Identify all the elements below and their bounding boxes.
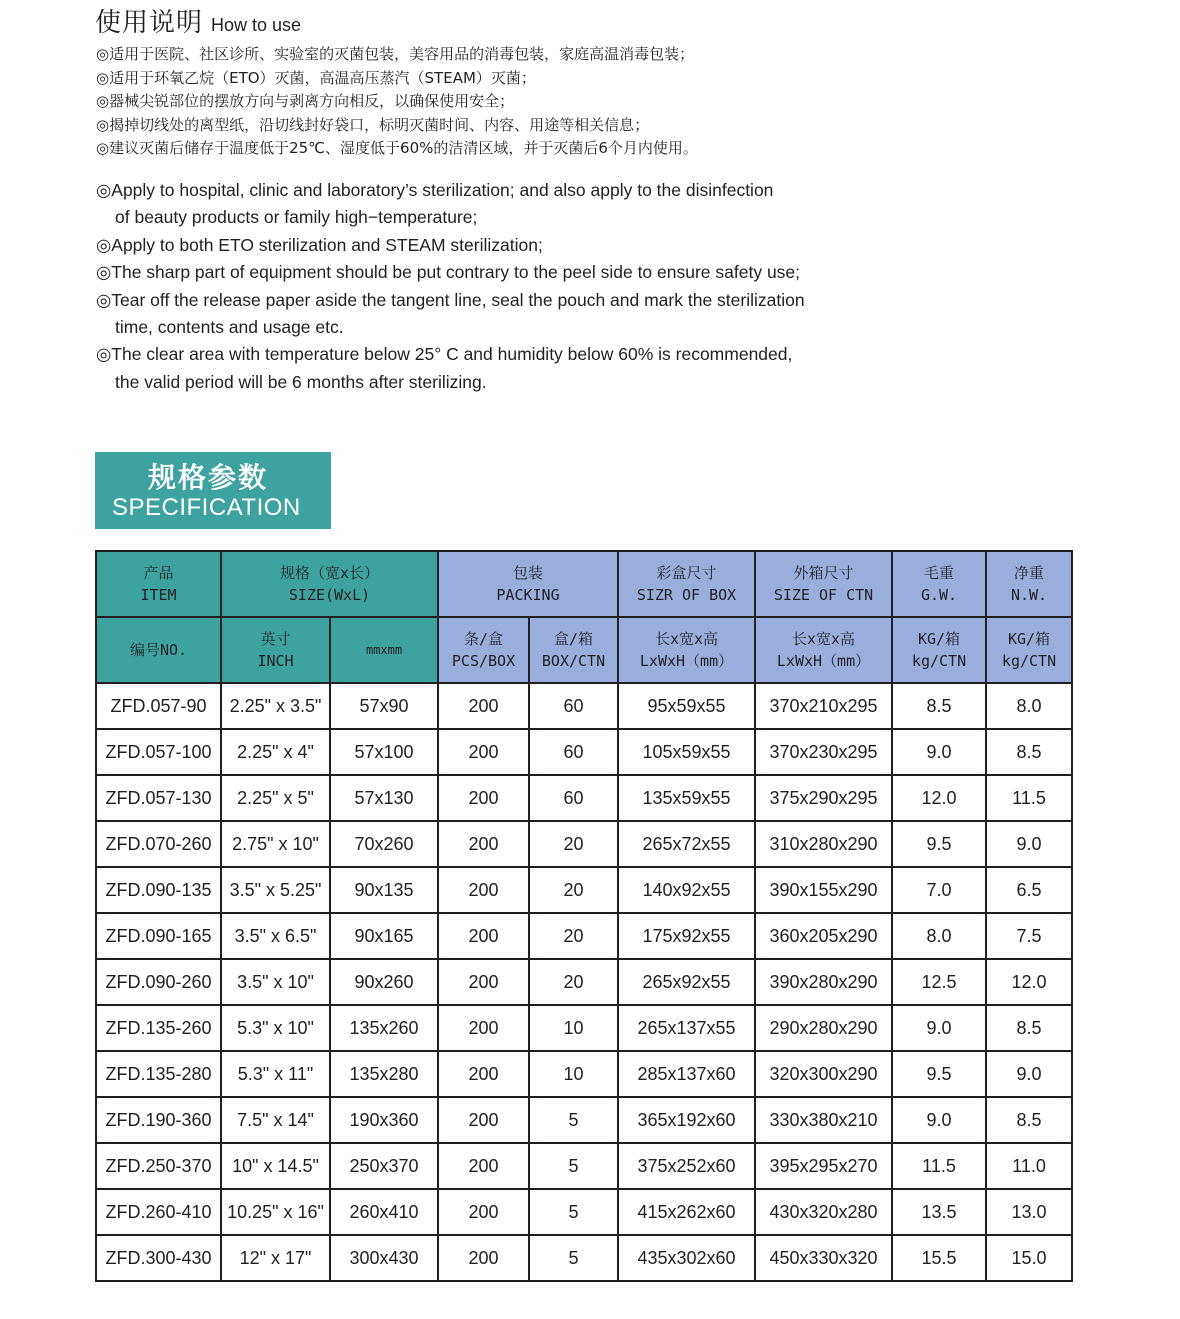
cell-ctn-dim: 390x280x290 [755,959,892,1005]
cell-size-mm: 300x430 [330,1235,438,1281]
table-row [96,775,1072,821]
cell-size-inch: 3.5" x 6.5" [221,913,330,959]
cell-pcs-box: 200 [438,821,529,867]
cell-size-inch: 2.25" x 3.5" [221,683,330,729]
cell-box-dim: 375x252x60 [618,1143,755,1189]
cell-size-inch: 12" x 17" [221,1235,330,1281]
usage-item-en-line1: ◎Tear off the release paper aside the tangent line, seal the pouch and mark the sterilization [96,289,805,310]
cell-size-mm: 260x410 [330,1189,438,1235]
cell-size-mm: 135x260 [330,1005,438,1051]
subheader-pcs-box: 条/盒 PCS/BOX [438,617,529,683]
cell-box-dim: 365x192x60 [618,1097,755,1143]
cell-box-ctn: 5 [529,1235,618,1281]
usage-title-zh: 使用说明 [95,8,204,38]
cell-item-no: ZFD.135-260 [96,1005,221,1051]
cell-net-weight: 15.0 [986,1235,1072,1281]
cell-size-mm: 70x260 [330,821,438,867]
cell-ctn-dim: 370x230x295 [755,729,892,775]
cell-item-no: ZFD.070-260 [96,821,221,867]
cell-box-dim: 175x92x55 [618,913,755,959]
table-row [96,683,1072,729]
usage-item-cn: ◎适用于医院、社区诊所、实验室的灭菌包装，美容用品的消毒包装，家庭高温消毒包装； [96,45,695,63]
usage-item-en [96,232,896,259]
cell-pcs-box: 200 [438,1005,529,1051]
cell-box-dim: 435x302x60 [618,1235,755,1281]
cell-gross-weight: 8.5 [892,683,986,729]
cell-size-inch: 5.3" x 11" [221,1051,330,1097]
cell-size-mm: 57x100 [330,729,438,775]
table-subheader-row [96,617,1072,683]
cell-box-dim: 285x137x60 [618,1051,755,1097]
cell-size-mm: 90x260 [330,959,438,1005]
table-row [96,1097,1072,1143]
cell-size-inch: 10.25" x 16" [221,1189,330,1235]
cell-pcs-box: 200 [438,729,529,775]
cell-item-no: ZFD.250-370 [96,1143,221,1189]
cell-box-ctn: 10 [529,1005,618,1051]
header-gross-weight: 毛重 G.W. [892,551,986,617]
cell-net-weight: 8.0 [986,683,1072,729]
cell-net-weight: 9.0 [986,821,1072,867]
cell-item-no: ZFD.057-100 [96,729,221,775]
usage-item-en-line2: time, contents and usage etc. [115,317,344,338]
cell-ctn-dim: 450x330x320 [755,1235,892,1281]
table-row [96,1143,1072,1189]
usage-item-en [96,177,896,232]
table-row [96,959,1072,1005]
cell-ctn-dim: 375x290x295 [755,775,892,821]
cell-ctn-dim: 330x380x210 [755,1097,892,1143]
cell-gross-weight: 8.0 [892,913,986,959]
cell-pcs-box: 200 [438,683,529,729]
cell-net-weight: 9.0 [986,1051,1072,1097]
header-ctn-size: 外箱尺寸 SIZE OF CTN [755,551,892,617]
cell-box-ctn: 5 [529,1143,618,1189]
cell-net-weight: 8.5 [986,1097,1072,1143]
cell-box-dim: 95x59x55 [618,683,755,729]
cell-box-ctn: 20 [529,867,618,913]
cell-size-mm: 250x370 [330,1143,438,1189]
cell-item-no: ZFD.135-280 [96,1051,221,1097]
header-packing: 包装 PACKING [438,551,618,617]
cell-box-dim: 140x92x55 [618,867,755,913]
cell-size-inch: 2.75" x 10" [221,821,330,867]
header-item: 产品 ITEM [96,551,221,617]
usage-item-en [96,259,896,286]
cell-size-mm: 57x90 [330,683,438,729]
cell-size-mm: 90x165 [330,913,438,959]
subheader-mm: mmxmm [330,617,438,683]
cell-size-inch: 7.5" x 14" [221,1097,330,1143]
usage-item-en-line1: ◎Apply to both ETO sterilization and STEAM sterilization; [96,234,543,255]
specification-title-zh: 规格参数 [148,461,269,494]
cell-pcs-box: 200 [438,959,529,1005]
specification-table [95,550,1073,1282]
cell-gross-weight: 15.5 [892,1235,986,1281]
table-row [96,867,1072,913]
cell-gross-weight: 9.5 [892,821,986,867]
cell-pcs-box: 200 [438,913,529,959]
cell-box-ctn: 10 [529,1051,618,1097]
cell-pcs-box: 200 [438,1143,529,1189]
cell-ctn-dim: 430x320x280 [755,1189,892,1235]
usage-list-english [96,177,896,396]
cell-ctn-dim: 370x210x295 [755,683,892,729]
subheader-box-ctn: 盒/箱 BOX/CTN [529,617,618,683]
cell-item-no: ZFD.300-430 [96,1235,221,1281]
cell-net-weight: 8.5 [986,729,1072,775]
cell-box-dim: 265x72x55 [618,821,755,867]
cell-size-inch: 2.25" x 5" [221,775,330,821]
cell-pcs-box: 200 [438,1189,529,1235]
cell-box-dim: 265x137x55 [618,1005,755,1051]
specification-title-en: SPECIFICATION [112,494,301,521]
cell-size-inch: 3.5" x 5.25" [221,867,330,913]
cell-pcs-box: 200 [438,1051,529,1097]
cell-gross-weight: 12.5 [892,959,986,1005]
usage-title [95,2,301,39]
cell-size-mm: 135x280 [330,1051,438,1097]
cell-gross-weight: 7.0 [892,867,986,913]
cell-item-no: ZFD.090-260 [96,959,221,1005]
cell-ctn-dim: 290x280x290 [755,1005,892,1051]
cell-box-dim: 265x92x55 [618,959,755,1005]
cell-box-ctn: 5 [529,1189,618,1235]
cell-size-mm: 57x130 [330,775,438,821]
table-row [96,1005,1072,1051]
subheader-nw-unit: KG/箱 kg/CTN [986,617,1072,683]
cell-net-weight: 13.0 [986,1189,1072,1235]
cell-gross-weight: 9.5 [892,1051,986,1097]
cell-item-no: ZFD.057-90 [96,683,221,729]
usage-item-cn: ◎建议灭菌后储存于温度低于25℃、湿度低于60%的洁清区域，并于灭菌后6个月内使用。 [96,139,698,158]
usage-item-en-line2: of beauty products or family high−temperature; [115,207,478,228]
table-row [96,1051,1072,1097]
cell-box-dim: 415x262x60 [618,1189,755,1235]
cell-item-no: ZFD.057-130 [96,775,221,821]
cell-gross-weight: 9.0 [892,1005,986,1051]
table-header-row [96,551,1072,617]
cell-item-no: ZFD.190-360 [96,1097,221,1143]
cell-item-no: ZFD.260-410 [96,1189,221,1235]
cell-size-mm: 190x360 [330,1097,438,1143]
header-net-weight: 净重 N.W. [986,551,1072,617]
table-row [96,821,1072,867]
cell-box-ctn: 60 [529,729,618,775]
cell-pcs-box: 200 [438,1097,529,1143]
usage-item-cn: ◎揭掉切线处的离型纸，沿切线封好袋口，标明灭菌时间、内容、用途等相关信息； [96,115,650,134]
cell-gross-weight: 9.0 [892,729,986,775]
cell-box-ctn: 5 [529,1097,618,1143]
cell-net-weight: 11.5 [986,775,1072,821]
usage-item-en-line1: ◎The sharp part of equipment should be put contrary to the peel side to ensure safety use; [96,262,801,283]
cell-ctn-dim: 395x295x270 [755,1143,892,1189]
header-size: 规格（宽x长） SIZE(WxL) [221,551,438,617]
cell-pcs-box: 200 [438,775,529,821]
table-row [96,913,1072,959]
usage-item-en-line2: the valid period will be 6 months after sterilizing. [115,371,487,392]
usage-item-en-line1: ◎Apply to hospital, clinic and laboratory’s sterilization; and also apply to the disinfection [96,180,774,200]
cell-box-dim: 105x59x55 [618,729,755,775]
cell-net-weight: 8.5 [986,1005,1072,1051]
cell-net-weight: 7.5 [986,913,1072,959]
subheader-no: 编号NO. [96,617,221,683]
cell-gross-weight: 9.0 [892,1097,986,1143]
subheader-inch: 英寸 INCH [221,617,330,683]
cell-ctn-dim: 360x205x290 [755,913,892,959]
cell-pcs-box: 200 [438,867,529,913]
cell-size-inch: 3.5" x 10" [221,959,330,1005]
cell-net-weight: 6.5 [986,867,1072,913]
cell-size-mm: 90x135 [330,867,438,913]
table-row [96,729,1072,775]
usage-title-en: How to use [211,15,302,35]
cell-box-ctn: 60 [529,683,618,729]
header-box-size: 彩盒尺寸 SIZR OF BOX [618,551,755,617]
specification-badge [95,452,331,529]
cell-size-inch: 5.3" x 10" [221,1005,330,1051]
subheader-box-dim: 长x宽x高 LxWxH（mm） [618,617,755,683]
usage-item-en-line1: ◎The clear area with temperature below 25° C and humidity below 60% is recommended, [96,344,793,365]
cell-item-no: ZFD.090-135 [96,867,221,913]
cell-box-dim: 135x59x55 [618,775,755,821]
cell-box-ctn: 60 [529,775,618,821]
usage-list-chinese [96,43,876,161]
subheader-ctn-dim: 长x宽x高 LxWxH（mm） [755,617,892,683]
usage-item-en [96,341,896,396]
cell-ctn-dim: 390x155x290 [755,867,892,913]
usage-item-cn: ◎器械尖锐部位的摆放方向与剥离方向相反，以确保使用安全； [96,92,515,111]
cell-box-ctn: 20 [529,821,618,867]
usage-item-cn: ◎适用于环氧乙烷（ETO）灭菌，高温高压蒸汽（STEAM）灭菌； [96,68,536,87]
cell-gross-weight: 12.0 [892,775,986,821]
subheader-gw-unit: KG/箱 kg/CTN [892,617,986,683]
cell-ctn-dim: 320x300x290 [755,1051,892,1097]
cell-ctn-dim: 310x280x290 [755,821,892,867]
table-row [96,1189,1072,1235]
cell-net-weight: 12.0 [986,959,1072,1005]
usage-item-en [96,287,896,342]
cell-pcs-box: 200 [438,1235,529,1281]
cell-item-no: ZFD.090-165 [96,913,221,959]
cell-gross-weight: 13.5 [892,1189,986,1235]
table-row [96,1235,1072,1281]
cell-size-inch: 10" x 14.5" [221,1143,330,1189]
cell-net-weight: 11.0 [986,1143,1072,1189]
cell-size-inch: 2.25" x 4" [221,729,330,775]
cell-box-ctn: 20 [529,913,618,959]
cell-box-ctn: 20 [529,959,618,1005]
cell-gross-weight: 11.5 [892,1143,986,1189]
